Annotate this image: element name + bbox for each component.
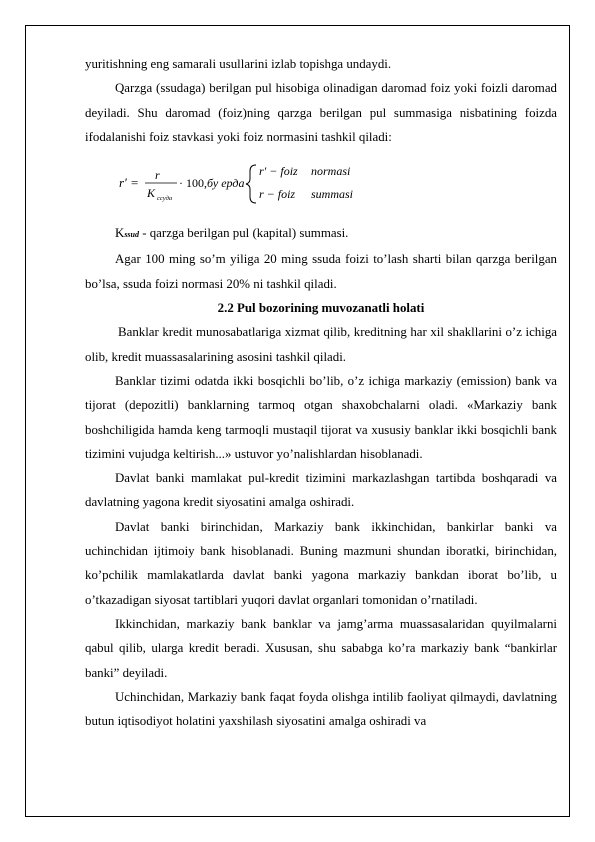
formula-row1-word: normasi xyxy=(311,164,351,179)
paragraph-8: Davlat banki birinchidan, Markaziy bank ikkinchidan, bankirlar banki va uchinchidan ijtimoiy bank hisoblanadi. Buning mazmuni shundan iboratki, birinchidan, ko’pchilik mamlakatlarda davlat banki yagona markaziy bankdan iborat bo’lib, u o’tkazadigan siyosat tartiblari yuqori davlat organlari tomonidan o’rnatiladi. xyxy=(85,519,557,607)
k-symbol: K xyxy=(115,226,125,241)
document-body xyxy=(85,52,557,733)
formula-row1-var: r′ − foiz xyxy=(259,164,298,179)
paragraph-3 xyxy=(85,221,557,247)
formula-multiplier: · 100, xyxy=(179,176,207,191)
paragraph-1: yuritishning eng samarali usullarini izlab topishga undaydi. xyxy=(85,57,392,71)
formula-brace xyxy=(246,165,256,203)
section-heading: 2.2 Pul bozorining muvozanatli holati xyxy=(217,301,425,316)
paragraph-10: Uchinchidan, Markaziy bank faqat foyda olishga intilib faoliyat qilmaydi, davlatning butun iqtisodiyot holatini yaxshilash siyosatini amalga oshiradi va xyxy=(85,689,557,729)
formula-numerator: r xyxy=(155,168,160,183)
formula-denominator: K xyxy=(147,186,156,201)
formula-row2-word: summasi xyxy=(311,187,354,202)
k-definition: - qarzga berilgan pul (kapital) summasi. xyxy=(139,226,349,241)
k-subscript: ssud xyxy=(124,230,139,240)
formula-bu-erda: бу ерда xyxy=(207,176,245,191)
paragraph-2: Qarzga (ssudaga) berilgan pul hisobiga olinadigan daromad foiz yoki foizli daromad deyiladi. Shu daromad (foiz)ning qarzga berilgan pul summasiga nisbatining foizda ifodalanishi foiz stavkasi yoki foiz normasini tashkil qiladi: xyxy=(85,81,557,144)
formula-denominator-sub: ссуда xyxy=(157,195,173,203)
paragraph-5: Banklar kredit munosabatlariga xizmat qilib, kreditning har xil shakllarini o’z ichiga olib, kredit muassasalarining asosini tashkil qiladi. xyxy=(85,325,557,364)
paragraph-4: Agar 100 ming so’m yiliga 20 ming ssuda foizi to’lash sharti bilan qarzga berilgan bo’lsa, ssuda foizi normasi 20% ni tashkil qiladi. xyxy=(85,252,557,291)
paragraph-6: Banklar tizimi odatda ikki bosqichli bo’lib, o’z ichiga markaziy (emission) bank va tijorat (depozitli) banklarning tarmoq otgan shaxobchalarni oladi. «Markaziy bank boshchiligida hamda keng tarmoqli mustaqil tijorat va xususiy banklar ikki bosqichli bank tizimini vujudga keltirish...» ustuvor yo’nalishlardan hisoblanadi. xyxy=(85,373,557,461)
paragraph-9: Ikkinchidan, markaziy bank banklar va jamg’arma muassasalaridan quyilmalarni qabul qilib, ularga kredit beradi. Xususan, shu sababga ko’ra markaziy bank “bankirlar banki” deyiladi. xyxy=(85,616,557,680)
paragraph-7: Davlat banki mamlakat pul-kredit tizimini markazlashgan tartibda boshqaradi va davlatning yagona kredit siyosatini amalga oshiradi. xyxy=(85,471,557,510)
interest-rate-formula xyxy=(85,149,557,221)
formula-lhs: r′ = xyxy=(119,175,139,191)
formula-row2-var: r − foiz xyxy=(259,187,296,202)
